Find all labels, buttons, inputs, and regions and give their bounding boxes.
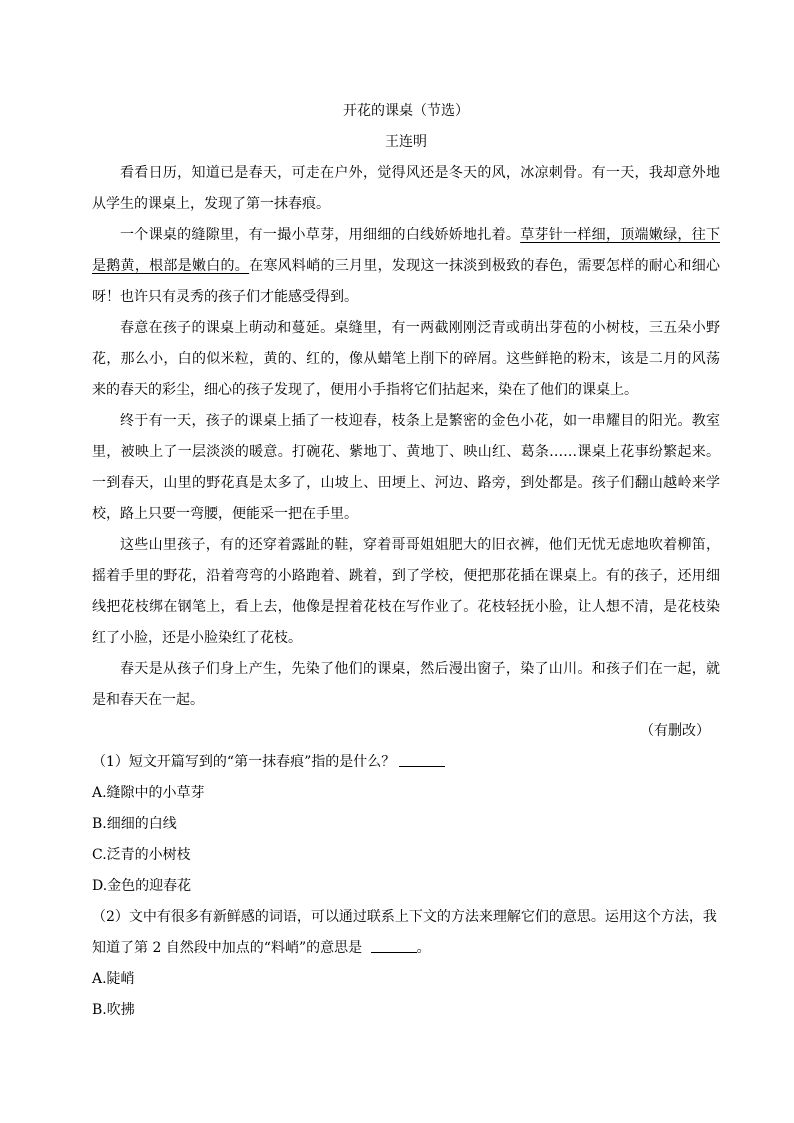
paragraph-6: 春天是从孩子们身上产生，先染了他们的课桌，然后漫出窗子，染了山川。和孩子们在一起，就是和春天在一起。 (92, 661, 720, 708)
paragraph-2 (92, 220, 720, 313)
question-1-text: （1）短文开篇写到的“第一抹春痕”指的是什么？ (92, 754, 396, 770)
answer-blank-2[interactable] (371, 938, 417, 953)
revision-note: （有删改） (640, 723, 710, 739)
question-1-option-a: A.缝隙中的小草芽 (92, 785, 205, 801)
question-2-option-b: B.吹拂 (92, 1002, 135, 1018)
question-1 (92, 747, 720, 778)
question-1-option-c: C.泛青的小树枝 (92, 847, 191, 863)
question-1-option-b: B.细细的白线 (92, 816, 177, 832)
article-author: 王连明 (385, 134, 427, 150)
question-2-line-2 (92, 933, 720, 964)
paragraph-2-part-3: 在寒风料峭的三月里，发现这一抹淡到极致的春色，需要怎样的耐心和细心呀！也许只有灵秀的孩子们才能感受得到。 (92, 258, 721, 305)
article-title: 开花的课桌（节选） (343, 103, 469, 119)
paragraph-1: 看看日历，知道已是春天，可走在户外，觉得风还是冬天的风，冰凉刺骨。有一天，我却意外地从学生的课桌上，发现了第一抹春痕。 (92, 165, 720, 212)
question-2-text: 知道了第 2 自然段中加点的“料峭”的意思是 (92, 940, 367, 956)
paragraph-2-part-1: 一个课桌的缝隙里，有一撮小草芽，用细细的白线娇娇地扎着。 (120, 227, 521, 243)
underlined-sentence: 草芽针一样细，顶端嫩绿，往下是鹅黄，根部是嫩白的。 (92, 227, 721, 274)
question-2-line-1: （2）文中有很多有新鲜感的词语，可以通过联系上下文的方法来理解它们的意思。运用这个方法，我 (92, 909, 717, 925)
paragraph-4: 终于有一天，孩子的课桌上插了一枝迎春，枝条上是繁密的金色小花，如一串耀目的阳光。教室里，被映上了一层淡淡的暖意。打碗花、紫地丁、黄地丁、映山红、葛条……课桌上花事纷繁起来。一到春天，山里的野花真是太多了，山坡上、田埂上、河边、路旁，到处都是。孩子们翻山越岭来学校，路上只要一弯腰，便能采一把在手里。 (92, 413, 720, 522)
paragraph-5: 这些山里孩子，有的还穿着露趾的鞋，穿着哥哥姐姐肥大的旧衣裤，他们无忧无虑地吹着柳笛，摇着手里的野花，沿着弯弯的小路跑着、跳着，到了学校，便把那花插在课桌上。有的孩子，还用细线把花枝绑在钢笔上，看上去，他像是捏着花枝在写作业了。花枝轻抚小脸，让人想不清，是花枝染红了小脸，还是小脸染红了花枝。 (92, 537, 720, 646)
question-2-option-a: A.陡峭 (92, 971, 135, 987)
paragraph-3: 春意在孩子的课桌上萌动和蔓延。桌缝里，有一两截刚刚泛青或萌出芽苞的小树枝，三五朵小野花，那么小，白的似米粒，黄的、红的，像从蜡笔上削下的碎屑。这些鲜艳的粉末，该是二月的风荡来的春天的彩尘，细心的孩子发现了，便用小手指将它们拈起来，染在了他们的课桌上。 (92, 320, 720, 398)
question-2-period: 。 (416, 940, 431, 956)
question-1-option-d: D.金色的迎春花 (92, 878, 192, 894)
answer-blank-1[interactable] (399, 752, 445, 767)
article (92, 96, 720, 1026)
